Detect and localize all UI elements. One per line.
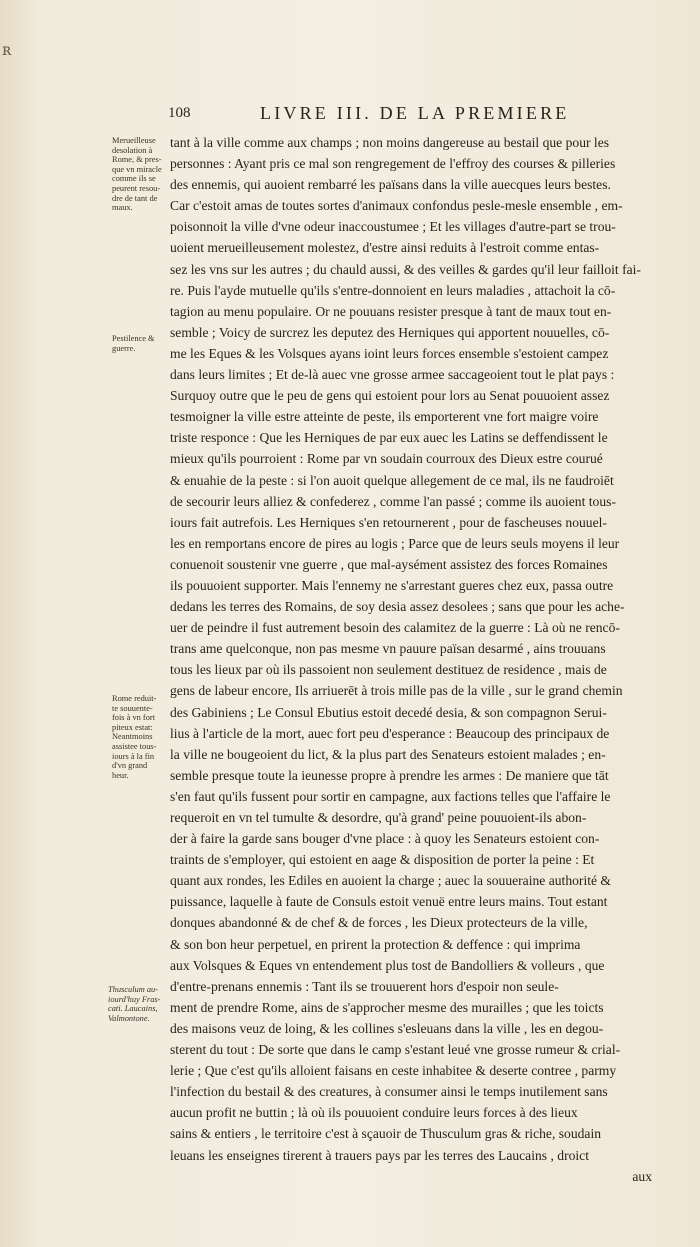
text-line: Car c'estoit amas de toutes sortes d'animaux confondus pesle-mesle ensemble , em- xyxy=(170,198,623,214)
margin-note: Merueilleuse desolation à Rome, & pres- que vn miracle comme ils se peurent resou- dre de tant de maux. xyxy=(112,136,162,213)
text-line: iours fait autrefois. Les Herniques s'en retournerent , pour de fascheuses nouuel- xyxy=(170,514,607,530)
text-line: d'entre-prenans ennemis : Tant ils se trouuerent hors d'espoir non seule- xyxy=(170,978,559,994)
text-line: traints de s'employer, qui estoient en aage & disposition de porter la peine : Et xyxy=(170,852,595,868)
text-line: de secourir leurs alliez & confederez , comme l'an passé ; comme ils auoient tous- xyxy=(170,493,616,509)
text-line: lius à l'article de la mort, auec fort peu d'esperance : Beaucoup des principaux de xyxy=(170,725,610,741)
text-line: uoient merueilleusement molestez, d'estre ainsi reduits à l'estroit comme entas- xyxy=(170,240,600,256)
text-line: Surquoy outre que le peu de gens qui estoient pour lors au Senat pouuoient assez xyxy=(170,388,610,404)
text-line: trans ame quelconque, non pas mesme vn pauure païsan desarmé , ains trouuans xyxy=(170,641,606,657)
text-line: ment de prendre Rome, ains de s'approcher mesme des murailles ; que les toicts xyxy=(170,999,604,1015)
text-line: uer de peindre il fust autrement besoin des calamitez de la guerre : Là où ne rencō- xyxy=(170,620,620,636)
body-text xyxy=(170,132,652,1187)
text-line: aucun profit ne buttin ; là où ils pouuoient conduire leurs forces à des lieux xyxy=(170,1105,578,1121)
text-line: des maisons veuz de loing, & les collines s'esleuans dans la ville , les en degou- xyxy=(170,1020,604,1036)
margin-note: Thusculum au- iourd'huy Fras- cati. Laucains, Valmontone. xyxy=(108,985,161,1023)
text-line: re. Puis l'ayde mutuelle qu'ils s'entre-donnoient en leurs maladies , attachoit la cō- xyxy=(170,282,616,298)
text-line: la ville ne bougeoient du lict, & la plus part des Senateurs estoient malades ; en- xyxy=(170,746,606,762)
text-line: des ennemis, qui auoient rembarré les païsans dans la ville auecques leurs bestes. xyxy=(170,177,611,193)
text-line: s'en faut qu'ils fussent pour sortir en campagne, aux factions telles que l'affaire le xyxy=(170,788,611,804)
text-line: me les Eques & les Volsques ayans ioint leurs forces ensemble s'estoient campez xyxy=(170,345,609,361)
text-line: puissance, laquelle à faute de Consuls estoit venuë entre leurs mains. Tout estant xyxy=(170,894,608,910)
text-line: sterent du tout : De sorte que dans le camp s'estant leué vne grosse rumeur & crial- xyxy=(170,1042,621,1058)
text-line: dedans les terres des Romains, de soy desia assez desolees ; sans que pour les ache- xyxy=(170,599,625,615)
text-line: & enuahie de la peste : si l'on auoit quelque allegement de ce mal, ils ne faudroiēt xyxy=(170,472,614,488)
text-line: mieux qu'ils pourroient : Rome par vn soudain courroux des Dieux estre courué xyxy=(170,451,603,467)
text-line: personnes : Ayant pris ce mal son rengregement de l'effroy des courses & pilleries xyxy=(170,156,616,172)
running-head: LIVRE III. DE LA PREMIERE xyxy=(260,103,570,123)
text-line: des Gabiniens ; Le Consul Ebutius estoit decedé desia, & son compagnon Serui- xyxy=(170,704,607,720)
text-line: lerie ; Que c'est qu'ils alloient faisans en ceste inhabitee & deserte contree , parmy xyxy=(170,1063,617,1079)
text-line: sains & entiers , le territoire c'est à sçauoir de Thusculum gras & riche, soudain xyxy=(170,1126,602,1142)
text-line: les en remportans encore de pires au logis ; Parce que de leurs seuls moyens il leur xyxy=(170,535,620,551)
text-line: semble presque toute la ieunesse propre à prendre les armes : De maniere que tāt xyxy=(170,767,609,783)
text-line: ils pouuoient supporter. Mais l'ennemy ne s'arrestant gueres chez eux, passa outre xyxy=(170,577,614,593)
text-line: tesmoigner la ville estre atteinte de peste, ils emporterent vne fort maigre voire xyxy=(170,409,599,425)
corner-mark: ʀ xyxy=(2,40,12,59)
margin-note: Pestilence & guerre. xyxy=(112,334,155,353)
text-line: poisonnoit la ville d'vne odeur inaccoustumee ; Et les villages d'autre-part se trou- xyxy=(170,219,616,235)
page-header xyxy=(168,103,658,125)
text-line: dans leurs limites ; Et de-là auec vne grosse armee saccageoient tout le plat pays : xyxy=(170,367,615,383)
text-line: leuans les enseignes tirerent à trauers pays par les terres des Laucains , droict xyxy=(170,1147,589,1163)
text-line: tant à la ville comme aux champs ; non moins dangereuse au bestail que pour les xyxy=(170,135,610,150)
text-line: sez les vns sur les autres ; du chauld aussi, & des veilles & gardes qu'il leur failloit fai- xyxy=(170,261,641,277)
page-number: 108 xyxy=(168,105,191,121)
text-line: der à faire la garde sans bouger d'vne place : à quoy les Senateurs estoient con- xyxy=(170,831,600,847)
margin-note: Rome reduit- te souuente- fois à vn fort piteux estat: Neantmoins assistee tous- iours à la fin d'vn grand heur. xyxy=(112,694,157,780)
text-line: l'infection du bestail & des creatures, à consumer ainsi le temps inutilement sans xyxy=(170,1084,608,1100)
text-line: & son bon heur perpetuel, en prirent la protection & deffence : qui imprima xyxy=(170,936,581,952)
text-line: conuenoit soustenir vne guerre , que mal-aysément assistez des forces Romaines xyxy=(170,556,608,572)
text-line: semble ; Voicy de surcrez les deputez des Herniques qui apportent nouuelles, cō- xyxy=(170,324,610,340)
text-line: gens de labeur encore, Ils arriuerēt à trois mille pas de la ville , sur le grand chemin xyxy=(170,683,623,699)
text-line: quant aux rondes, les Ediles en auoient la charge ; auec la souueraine authorité & xyxy=(170,873,612,889)
text-line: requeroit en vn tel tumulte & desordre, qu'à grand' peine pouuoient-ils abon- xyxy=(170,810,587,825)
text-line: donques abandonné & de chef & de forces , les Dieux protecteurs de la ville, xyxy=(170,915,588,931)
catchword: aux xyxy=(632,1168,652,1184)
text-line: triste responce : Que les Herniques de par eux auec les Latins se deffendissent le xyxy=(170,430,608,446)
text-line: aux Volsques & Eques vn entendement plus tost de Bandolliers & volleurs , que xyxy=(170,957,605,973)
text-line: tous les lieux par où ils passoient non seulement destituez de residence , mais de xyxy=(170,662,607,678)
text-line: tagion au menu populaire. Or ne pouuans resister presque à tant de maux tout en- xyxy=(170,303,612,319)
